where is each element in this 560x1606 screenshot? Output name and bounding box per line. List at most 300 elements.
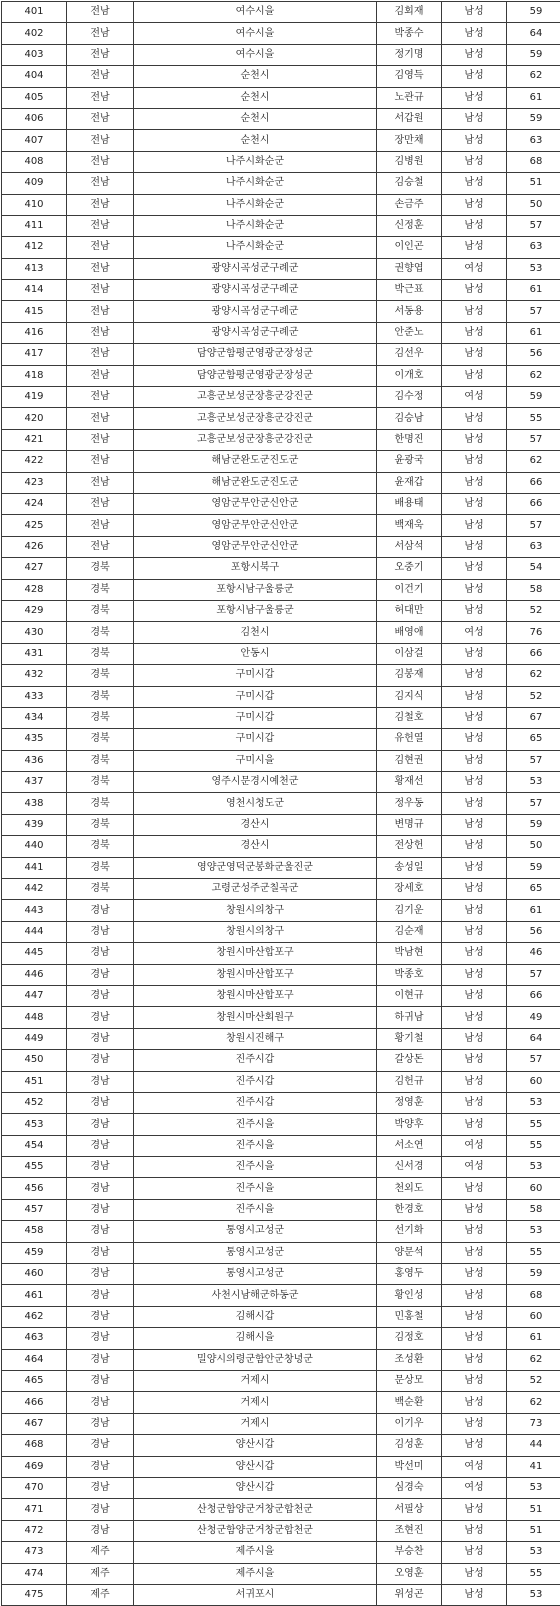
district-cell: 진주시을 [134,1135,377,1156]
age-cell: 59 [507,1264,560,1285]
name-cell: 천외도 [377,1178,442,1199]
table-row [2,943,560,964]
name-cell: 김철호 [377,707,442,728]
region-cell: 경남 [67,1050,134,1071]
region-cell: 전남 [67,237,134,258]
gender-cell: 남성 [442,280,507,301]
age-cell: 59 [507,2,560,23]
table-row [2,1413,560,1434]
name-cell: 이기우 [377,1413,442,1434]
age-cell: 62 [507,1392,560,1413]
age-cell: 57 [507,793,560,814]
gender-cell: 남성 [442,1520,507,1541]
district-cell: 영주시문경시예천군 [134,772,377,793]
region-cell: 전남 [67,130,134,151]
name-cell: 전상헌 [377,836,442,857]
gender-cell: 남성 [442,1499,507,1520]
table-row [2,130,560,151]
gender-cell: 여성 [442,258,507,279]
region-cell: 전남 [67,301,134,322]
region-cell: 경남 [67,1157,134,1178]
district-cell: 산청군함양군거창군합천군 [134,1499,377,1520]
table-row [2,1371,560,1392]
name-cell: 조성환 [377,1349,442,1370]
district-cell: 창원시의창구 [134,900,377,921]
row-number-cell: 464 [2,1349,67,1370]
district-cell: 김해시을 [134,1328,377,1349]
age-cell: 58 [507,579,560,600]
district-cell: 김해시갑 [134,1306,377,1327]
age-cell: 46 [507,943,560,964]
table-row [2,1199,560,1220]
table-row [2,600,560,621]
row-number-cell: 407 [2,130,67,151]
name-cell: 송성일 [377,857,442,878]
name-cell: 권향엽 [377,258,442,279]
region-cell: 전남 [67,66,134,87]
district-cell: 영암군무안군신안군 [134,493,377,514]
name-cell: 이개호 [377,365,442,386]
name-cell: 이인곤 [377,237,442,258]
district-cell: 제주시을 [134,1542,377,1563]
district-cell: 진주시갑 [134,1050,377,1071]
table-row [2,1028,560,1049]
table-row [2,1071,560,1092]
region-cell: 전남 [67,2,134,23]
name-cell: 부승찬 [377,1542,442,1563]
name-cell: 장세호 [377,879,442,900]
age-cell: 66 [507,643,560,664]
district-cell: 나주시화순군 [134,237,377,258]
name-cell: 서동용 [377,301,442,322]
region-cell: 전남 [67,215,134,236]
table-row [2,921,560,942]
region-cell: 경남 [67,1435,134,1456]
table-row [2,1328,560,1349]
table-row [2,1264,560,1285]
region-cell: 경남 [67,964,134,985]
gender-cell: 남성 [442,87,507,108]
gender-cell: 남성 [442,793,507,814]
name-cell: 박양후 [377,1114,442,1135]
table-row [2,1178,560,1199]
table-row [2,1135,560,1156]
row-number-cell: 465 [2,1371,67,1392]
district-cell: 여수시을 [134,2,377,23]
row-number-cell: 432 [2,665,67,686]
table-row [2,1221,560,1242]
row-number-cell: 458 [2,1221,67,1242]
district-cell: 광양시곡성군구례군 [134,301,377,322]
row-number-cell: 456 [2,1178,67,1199]
region-cell: 경남 [67,1499,134,1520]
gender-cell: 남성 [442,451,507,472]
gender-cell: 남성 [442,1114,507,1135]
age-cell: 62 [507,1349,560,1370]
row-number-cell: 455 [2,1157,67,1178]
table-row [2,237,560,258]
district-cell: 포항시남구울릉군 [134,579,377,600]
row-number-cell: 410 [2,194,67,215]
district-cell: 거제시 [134,1413,377,1434]
name-cell: 김봉재 [377,665,442,686]
row-number-cell: 440 [2,836,67,857]
age-cell: 57 [507,964,560,985]
region-cell: 전남 [67,322,134,343]
name-cell: 배영애 [377,622,442,643]
row-number-cell: 423 [2,472,67,493]
name-cell: 장만채 [377,130,442,151]
region-cell: 전남 [67,472,134,493]
age-cell: 61 [507,322,560,343]
gender-cell: 남성 [442,237,507,258]
row-number-cell: 472 [2,1520,67,1541]
table-row [2,301,560,322]
name-cell: 김수정 [377,387,442,408]
name-cell: 김순재 [377,921,442,942]
district-cell: 산청군함양군거창군합천군 [134,1520,377,1541]
name-cell: 허대만 [377,600,442,621]
name-cell: 김승철 [377,173,442,194]
row-number-cell: 433 [2,686,67,707]
row-number-cell: 426 [2,536,67,557]
name-cell: 선기화 [377,1221,442,1242]
name-cell: 박종호 [377,964,442,985]
age-cell: 61 [507,900,560,921]
region-cell: 경북 [67,750,134,771]
district-cell: 고령군성주군칠곡군 [134,879,377,900]
district-cell: 진주시갑 [134,1092,377,1113]
row-number-cell: 447 [2,985,67,1006]
row-number-cell: 427 [2,558,67,579]
row-number-cell: 405 [2,87,67,108]
age-cell: 59 [507,387,560,408]
age-cell: 63 [507,237,560,258]
name-cell: 김영득 [377,66,442,87]
district-cell: 창원시마산회원구 [134,1007,377,1028]
age-cell: 63 [507,130,560,151]
name-cell: 안준노 [377,322,442,343]
table-row [2,622,560,643]
row-number-cell: 429 [2,600,67,621]
district-cell: 고흥군보성군장흥군강진군 [134,387,377,408]
age-cell: 44 [507,1435,560,1456]
name-cell: 노관규 [377,87,442,108]
name-cell: 서필상 [377,1499,442,1520]
gender-cell: 남성 [442,772,507,793]
name-cell: 갈상돈 [377,1050,442,1071]
name-cell: 이현규 [377,985,442,1006]
gender-cell: 남성 [442,2,507,23]
district-cell: 순천시 [134,130,377,151]
row-number-cell: 418 [2,365,67,386]
region-cell: 전남 [67,429,134,450]
table-row [2,344,560,365]
age-cell: 73 [507,1413,560,1434]
district-cell: 거제시 [134,1392,377,1413]
gender-cell: 남성 [442,66,507,87]
region-cell: 경남 [67,1306,134,1327]
region-cell: 경북 [67,836,134,857]
name-cell: 서갑원 [377,108,442,129]
row-number-cell: 471 [2,1499,67,1520]
district-cell: 창원시마산합포구 [134,964,377,985]
name-cell: 윤재갑 [377,472,442,493]
candidate-table [1,1,560,1606]
region-cell: 경남 [67,1028,134,1049]
region-cell: 경북 [67,772,134,793]
district-cell: 순천시 [134,87,377,108]
name-cell: 홍영두 [377,1264,442,1285]
region-cell: 경남 [67,1114,134,1135]
region-cell: 전남 [67,493,134,514]
age-cell: 59 [507,108,560,129]
region-cell: 전남 [67,536,134,557]
name-cell: 손금주 [377,194,442,215]
table-row [2,493,560,514]
table-row [2,23,560,44]
age-cell: 51 [507,1520,560,1541]
district-cell: 거제시 [134,1371,377,1392]
age-cell: 66 [507,493,560,514]
age-cell: 64 [507,23,560,44]
region-cell: 경북 [67,686,134,707]
row-number-cell: 444 [2,921,67,942]
table-row [2,87,560,108]
gender-cell: 남성 [442,1028,507,1049]
table-row [2,1542,560,1563]
table-row [2,879,560,900]
district-cell: 순천시 [134,108,377,129]
row-number-cell: 451 [2,1071,67,1092]
name-cell: 박근표 [377,280,442,301]
region-cell: 경남 [67,1242,134,1263]
table-row [2,280,560,301]
gender-cell: 남성 [442,1178,507,1199]
age-cell: 59 [507,814,560,835]
district-cell: 고흥군보성군장흥군강진군 [134,429,377,450]
district-cell: 통영시고성군 [134,1264,377,1285]
gender-cell: 남성 [442,215,507,236]
district-cell: 창원시의창구 [134,921,377,942]
district-cell: 통영시고성군 [134,1221,377,1242]
gender-cell: 남성 [442,1092,507,1113]
district-cell: 김천시 [134,622,377,643]
age-cell: 55 [507,1135,560,1156]
age-cell: 55 [507,1114,560,1135]
table-row [2,1392,560,1413]
row-number-cell: 459 [2,1242,67,1263]
name-cell: 하귀남 [377,1007,442,1028]
name-cell: 서소연 [377,1135,442,1156]
table-row [2,665,560,686]
gender-cell: 남성 [442,1328,507,1349]
region-cell: 경북 [67,729,134,750]
name-cell: 심경숙 [377,1477,442,1498]
age-cell: 53 [507,1542,560,1563]
row-number-cell: 404 [2,66,67,87]
region-cell: 전남 [67,23,134,44]
age-cell: 56 [507,344,560,365]
age-cell: 52 [507,600,560,621]
district-cell: 나주시화순군 [134,194,377,215]
name-cell: 김선우 [377,344,442,365]
age-cell: 61 [507,87,560,108]
gender-cell: 남성 [442,108,507,129]
name-cell: 위성곤 [377,1584,442,1605]
region-cell: 경북 [67,558,134,579]
gender-cell: 남성 [442,750,507,771]
region-cell: 제주 [67,1584,134,1605]
row-number-cell: 450 [2,1050,67,1071]
age-cell: 50 [507,194,560,215]
table-row [2,1092,560,1113]
gender-cell: 여성 [442,387,507,408]
district-cell: 광양시곡성군구례군 [134,280,377,301]
region-cell: 전남 [67,408,134,429]
row-number-cell: 453 [2,1114,67,1135]
table-row [2,429,560,450]
age-cell: 66 [507,472,560,493]
gender-cell: 여성 [442,1477,507,1498]
age-cell: 62 [507,665,560,686]
row-number-cell: 469 [2,1456,67,1477]
age-cell: 53 [507,1092,560,1113]
table-row [2,793,560,814]
table-row [2,772,560,793]
row-number-cell: 419 [2,387,67,408]
age-cell: 53 [507,1221,560,1242]
region-cell: 전남 [67,451,134,472]
age-cell: 50 [507,836,560,857]
row-number-cell: 431 [2,643,67,664]
district-cell: 구미시갑 [134,729,377,750]
gender-cell: 남성 [442,1007,507,1028]
table-row [2,151,560,172]
district-cell: 순천시 [134,66,377,87]
district-cell: 밀양시의령군함안군창녕군 [134,1349,377,1370]
district-cell: 해남군완도군진도군 [134,451,377,472]
district-cell: 포항시북구 [134,558,377,579]
gender-cell: 남성 [442,493,507,514]
gender-cell: 남성 [442,301,507,322]
district-cell: 영암군무안군신안군 [134,536,377,557]
row-number-cell: 443 [2,900,67,921]
gender-cell: 남성 [442,558,507,579]
name-cell: 김병원 [377,151,442,172]
age-cell: 51 [507,173,560,194]
age-cell: 53 [507,772,560,793]
region-cell: 경남 [67,1328,134,1349]
table-row [2,194,560,215]
name-cell: 김현권 [377,750,442,771]
district-cell: 창원시진해구 [134,1028,377,1049]
table-row [2,985,560,1006]
row-number-cell: 401 [2,2,67,23]
row-number-cell: 439 [2,814,67,835]
region-cell: 경남 [67,1477,134,1498]
row-number-cell: 449 [2,1028,67,1049]
name-cell: 조현진 [377,1520,442,1541]
table-row [2,729,560,750]
age-cell: 55 [507,408,560,429]
district-cell: 안동시 [134,643,377,664]
age-cell: 52 [507,686,560,707]
row-number-cell: 435 [2,729,67,750]
region-cell: 경북 [67,879,134,900]
name-cell: 박선미 [377,1456,442,1477]
table-row [2,1349,560,1370]
region-cell: 전남 [67,280,134,301]
gender-cell: 남성 [442,23,507,44]
table-row [2,707,560,728]
row-number-cell: 473 [2,1542,67,1563]
table-row [2,44,560,65]
row-number-cell: 460 [2,1264,67,1285]
gender-cell: 남성 [442,686,507,707]
name-cell: 황인성 [377,1285,442,1306]
row-number-cell: 438 [2,793,67,814]
region-cell: 경북 [67,793,134,814]
region-cell: 전남 [67,44,134,65]
row-number-cell: 411 [2,215,67,236]
name-cell: 황기철 [377,1028,442,1049]
district-cell: 구미시갑 [134,707,377,728]
name-cell: 정영훈 [377,1092,442,1113]
age-cell: 54 [507,558,560,579]
age-cell: 64 [507,1028,560,1049]
district-cell: 광양시곡성군구례군 [134,322,377,343]
row-number-cell: 420 [2,408,67,429]
gender-cell: 남성 [442,921,507,942]
district-cell: 창원시마산합포구 [134,985,377,1006]
age-cell: 61 [507,1328,560,1349]
name-cell: 신정훈 [377,215,442,236]
table-row [2,1285,560,1306]
region-cell: 경남 [67,1178,134,1199]
age-cell: 55 [507,1242,560,1263]
gender-cell: 남성 [442,429,507,450]
name-cell: 정우동 [377,793,442,814]
region-cell: 전남 [67,344,134,365]
table-row [2,1563,560,1584]
age-cell: 53 [507,1157,560,1178]
age-cell: 60 [507,1071,560,1092]
region-cell: 전남 [67,515,134,536]
table-row [2,686,560,707]
name-cell: 김기운 [377,900,442,921]
gender-cell: 여성 [442,1157,507,1178]
gender-cell: 남성 [442,344,507,365]
gender-cell: 남성 [442,1071,507,1092]
gender-cell: 여성 [442,1456,507,1477]
row-number-cell: 442 [2,879,67,900]
gender-cell: 남성 [442,1542,507,1563]
district-cell: 구미시갑 [134,665,377,686]
district-cell: 양산시갑 [134,1435,377,1456]
age-cell: 62 [507,365,560,386]
age-cell: 51 [507,1499,560,1520]
name-cell: 김헌규 [377,1071,442,1092]
gender-cell: 남성 [442,1264,507,1285]
gender-cell: 남성 [442,1584,507,1605]
district-cell: 담양군함평군영광군장성군 [134,365,377,386]
age-cell: 52 [507,1371,560,1392]
table-row [2,579,560,600]
table-row [2,258,560,279]
district-cell: 통영시고성군 [134,1242,377,1263]
district-cell: 진주시을 [134,1114,377,1135]
